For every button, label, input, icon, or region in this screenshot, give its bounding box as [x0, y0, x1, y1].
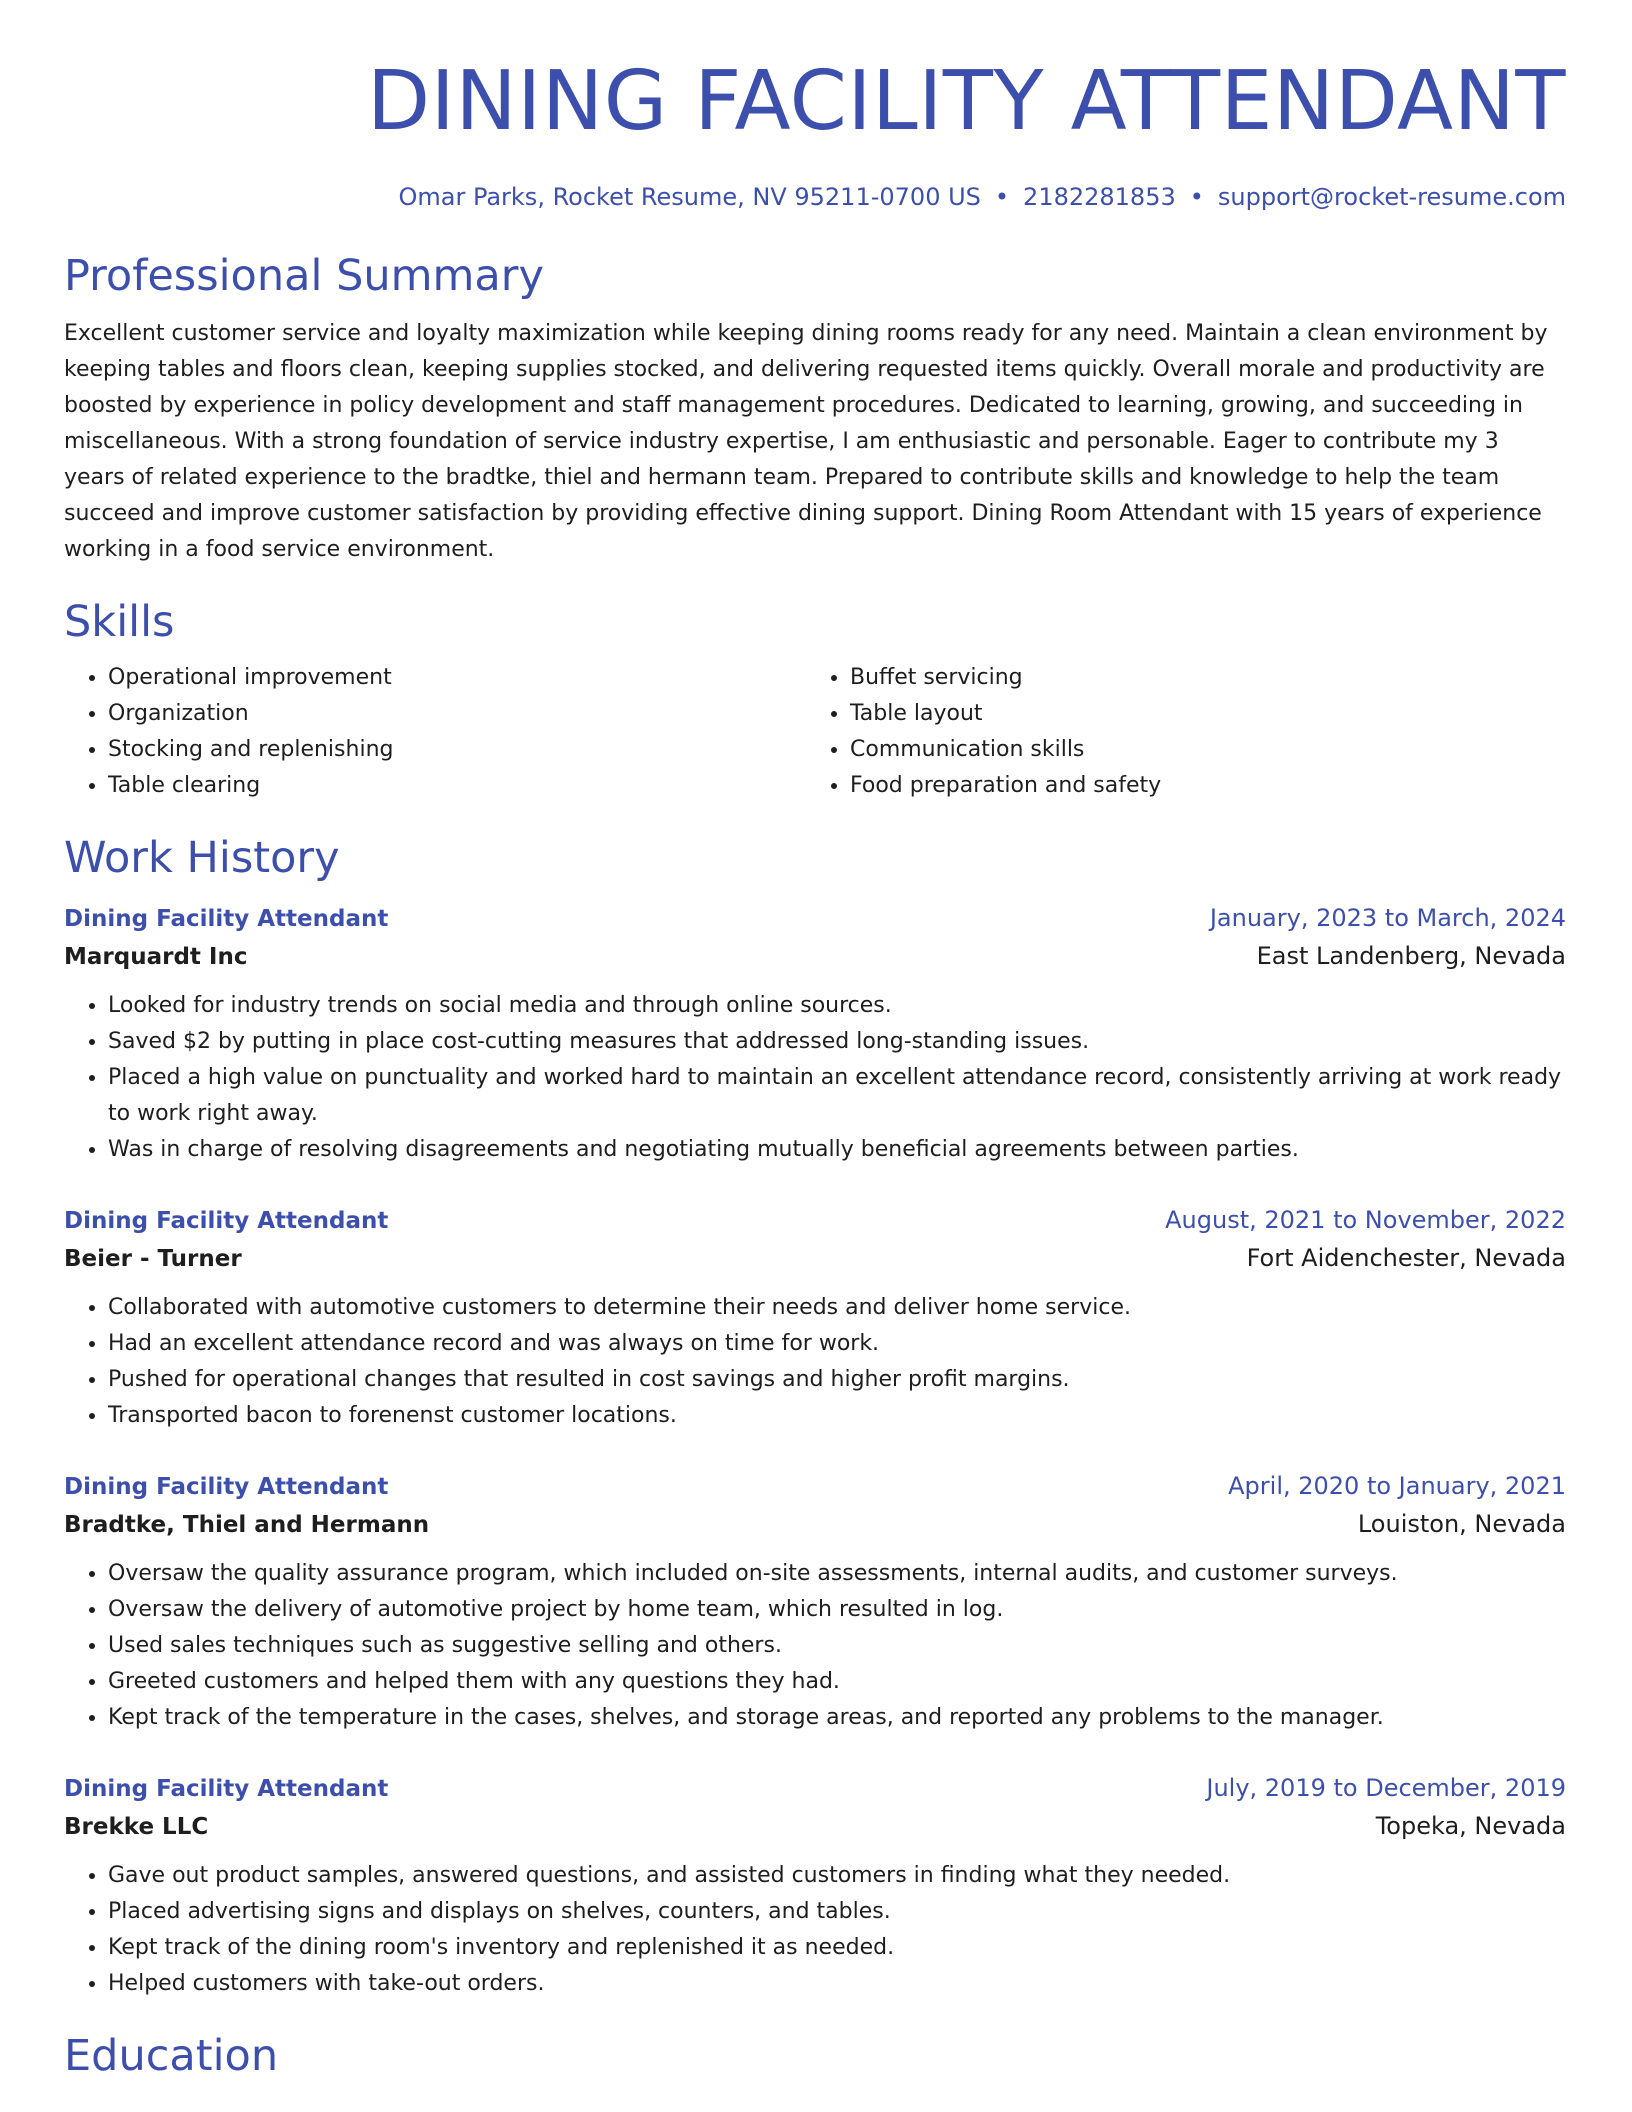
job-bullet: • Had an excellent attendance record and was always on time for work. — [108, 1326, 1566, 1362]
contact-email: support@rocket-resume.com — [1217, 183, 1566, 211]
skill-item: • Communication skills — [850, 732, 1548, 768]
job-bullet: • Gave out product samples, answered questions, and assisted customers in finding what they needed. — [108, 1858, 1566, 1894]
job-bullet: • Used sales techniques such as suggestive selling and others. — [108, 1628, 1566, 1664]
job-location: Fort Aidenchester, Nevada — [1246, 1244, 1566, 1272]
job-bullet: • Pushed for operational changes that resulted in cost savings and higher profit margins. — [108, 1362, 1566, 1398]
contact-separator: • — [994, 183, 1010, 211]
job-bullet: • Helped customers with take-out orders. — [108, 1966, 1566, 2002]
contact-line — [64, 180, 1566, 214]
job-company-row — [64, 1505, 1566, 1544]
job-company-row — [64, 1807, 1566, 1846]
skills-list-right — [806, 660, 1548, 804]
job-header-row — [64, 1202, 1566, 1239]
job-dates: April, 2020 to January, 2021 — [1228, 1472, 1566, 1500]
job-company-row — [64, 1239, 1566, 1278]
job-bullets — [64, 988, 1566, 1168]
job-dates: August, 2021 to November, 2022 — [1165, 1206, 1566, 1234]
job-entry — [64, 1770, 1566, 2002]
job-bullet: • Was in charge of resolving disagreements and negotiating mutually beneficial agreements between parties. — [108, 1132, 1566, 1168]
education-heading: Education — [64, 2031, 279, 2081]
job-bullet: • Oversaw the quality assurance program, which included on-site assessments, internal audits, and customer surveys. — [108, 1556, 1566, 1592]
summary-heading: Professional Summary — [64, 251, 544, 301]
job-company-row — [64, 937, 1566, 976]
job-bullet: • Looked for industry trends on social media and through online sources. — [108, 988, 1566, 1024]
job-entry — [64, 900, 1566, 1168]
resume-page — [64, 0, 1566, 2084]
contact-address: Omar Parks, Rocket Resume, NV 95211-0700 US — [398, 183, 981, 211]
job-company: Beier - Turner — [64, 1246, 242, 1272]
job-bullet: • Greeted customers and helped them with any questions they had. — [108, 1664, 1566, 1700]
job-title: Dining Facility Attendant — [64, 1474, 389, 1500]
skill-item: • Organization — [108, 696, 806, 732]
job-bullets — [64, 1858, 1566, 2002]
job-bullet: • Kept track of the dining room's inventory and replenished it as needed. — [108, 1930, 1566, 1966]
resume-title: DINING FACILITY ATTENDANT — [367, 54, 1566, 149]
skill-item: • Table layout — [850, 696, 1548, 732]
skill-item: • Food preparation and safety — [850, 768, 1548, 804]
skills-list-left — [64, 660, 806, 804]
job-bullet: • Oversaw the delivery of automotive project by home team, which resulted in log. — [108, 1592, 1566, 1628]
job-location: East Landenberg, Nevada — [1256, 942, 1566, 970]
job-entry — [64, 1202, 1566, 1434]
work-history-heading: Work History — [64, 833, 340, 883]
job-company: Marquardt Inc — [64, 944, 248, 970]
job-company: Bradtke, Thiel and Hermann — [64, 1512, 430, 1538]
skill-item: • Table clearing — [108, 768, 806, 804]
job-header-row — [64, 900, 1566, 937]
skills-heading: Skills — [64, 597, 175, 647]
job-header-row — [64, 1770, 1566, 1807]
job-bullets — [64, 1290, 1566, 1434]
job-location: Louiston, Nevada — [1357, 1510, 1566, 1538]
skill-item: • Operational improvement — [108, 660, 806, 696]
job-title: Dining Facility Attendant — [64, 906, 389, 932]
job-header-row — [64, 1468, 1566, 1505]
job-title: Dining Facility Attendant — [64, 1776, 389, 1802]
skill-item: • Buffet servicing — [850, 660, 1548, 696]
summary-text: Excellent customer service and loyalty maximization while keeping dining rooms ready for any need. Maintain a clean environment by keeping tables and floors clean, keeping supplies stocked, and delivering requested items quickly. Overall morale and productivity are boosted by experience in policy development and staff management procedures. Dedicated to learning, growing, and succeeding in miscellaneous. With a strong foundation of service industry expertise, I am enthusiastic and personable. Eager to contribute my 3 years of related experience to the bradtke, thiel and hermann team. Prepared to contribute skills and knowledge to help the team succeed and improve customer satisfaction by providing effective dining support. Dining Room Attendant with 15 years of experience working in a food service environment. — [64, 321, 1548, 562]
job-bullet: • Saved $2 by putting in place cost-cutting measures that addressed long-standing issues. — [108, 1024, 1566, 1060]
job-bullet: • Placed advertising signs and displays on shelves, counters, and tables. — [108, 1894, 1566, 1930]
skill-item: • Stocking and replenishing — [108, 732, 806, 768]
contact-phone: 2182281853 — [1023, 183, 1176, 211]
job-title: Dining Facility Attendant — [64, 1208, 389, 1234]
contact-separator: • — [1189, 183, 1204, 211]
job-company: Brekke LLC — [64, 1814, 209, 1840]
job-dates: January, 2023 to March, 2024 — [1209, 904, 1566, 932]
job-bullet: • Collaborated with automotive customers to determine their needs and deliver home service. — [108, 1290, 1566, 1326]
job-location: Topeka, Nevada — [1375, 1812, 1566, 1840]
job-entry — [64, 1468, 1566, 1736]
job-bullet: • Placed a high value on punctuality and worked hard to maintain an excellent attendance record, consistently arriving at work ready to work right away. — [108, 1060, 1566, 1132]
job-bullet: • Transported bacon to forenenst customer locations. — [108, 1398, 1566, 1434]
job-bullet: • Kept track of the temperature in the cases, shelves, and storage areas, and reported any problems to the manager. — [108, 1700, 1566, 1736]
job-dates: July, 2019 to December, 2019 — [1206, 1774, 1566, 1802]
job-bullets — [64, 1556, 1566, 1736]
skills-grid — [64, 660, 1566, 804]
